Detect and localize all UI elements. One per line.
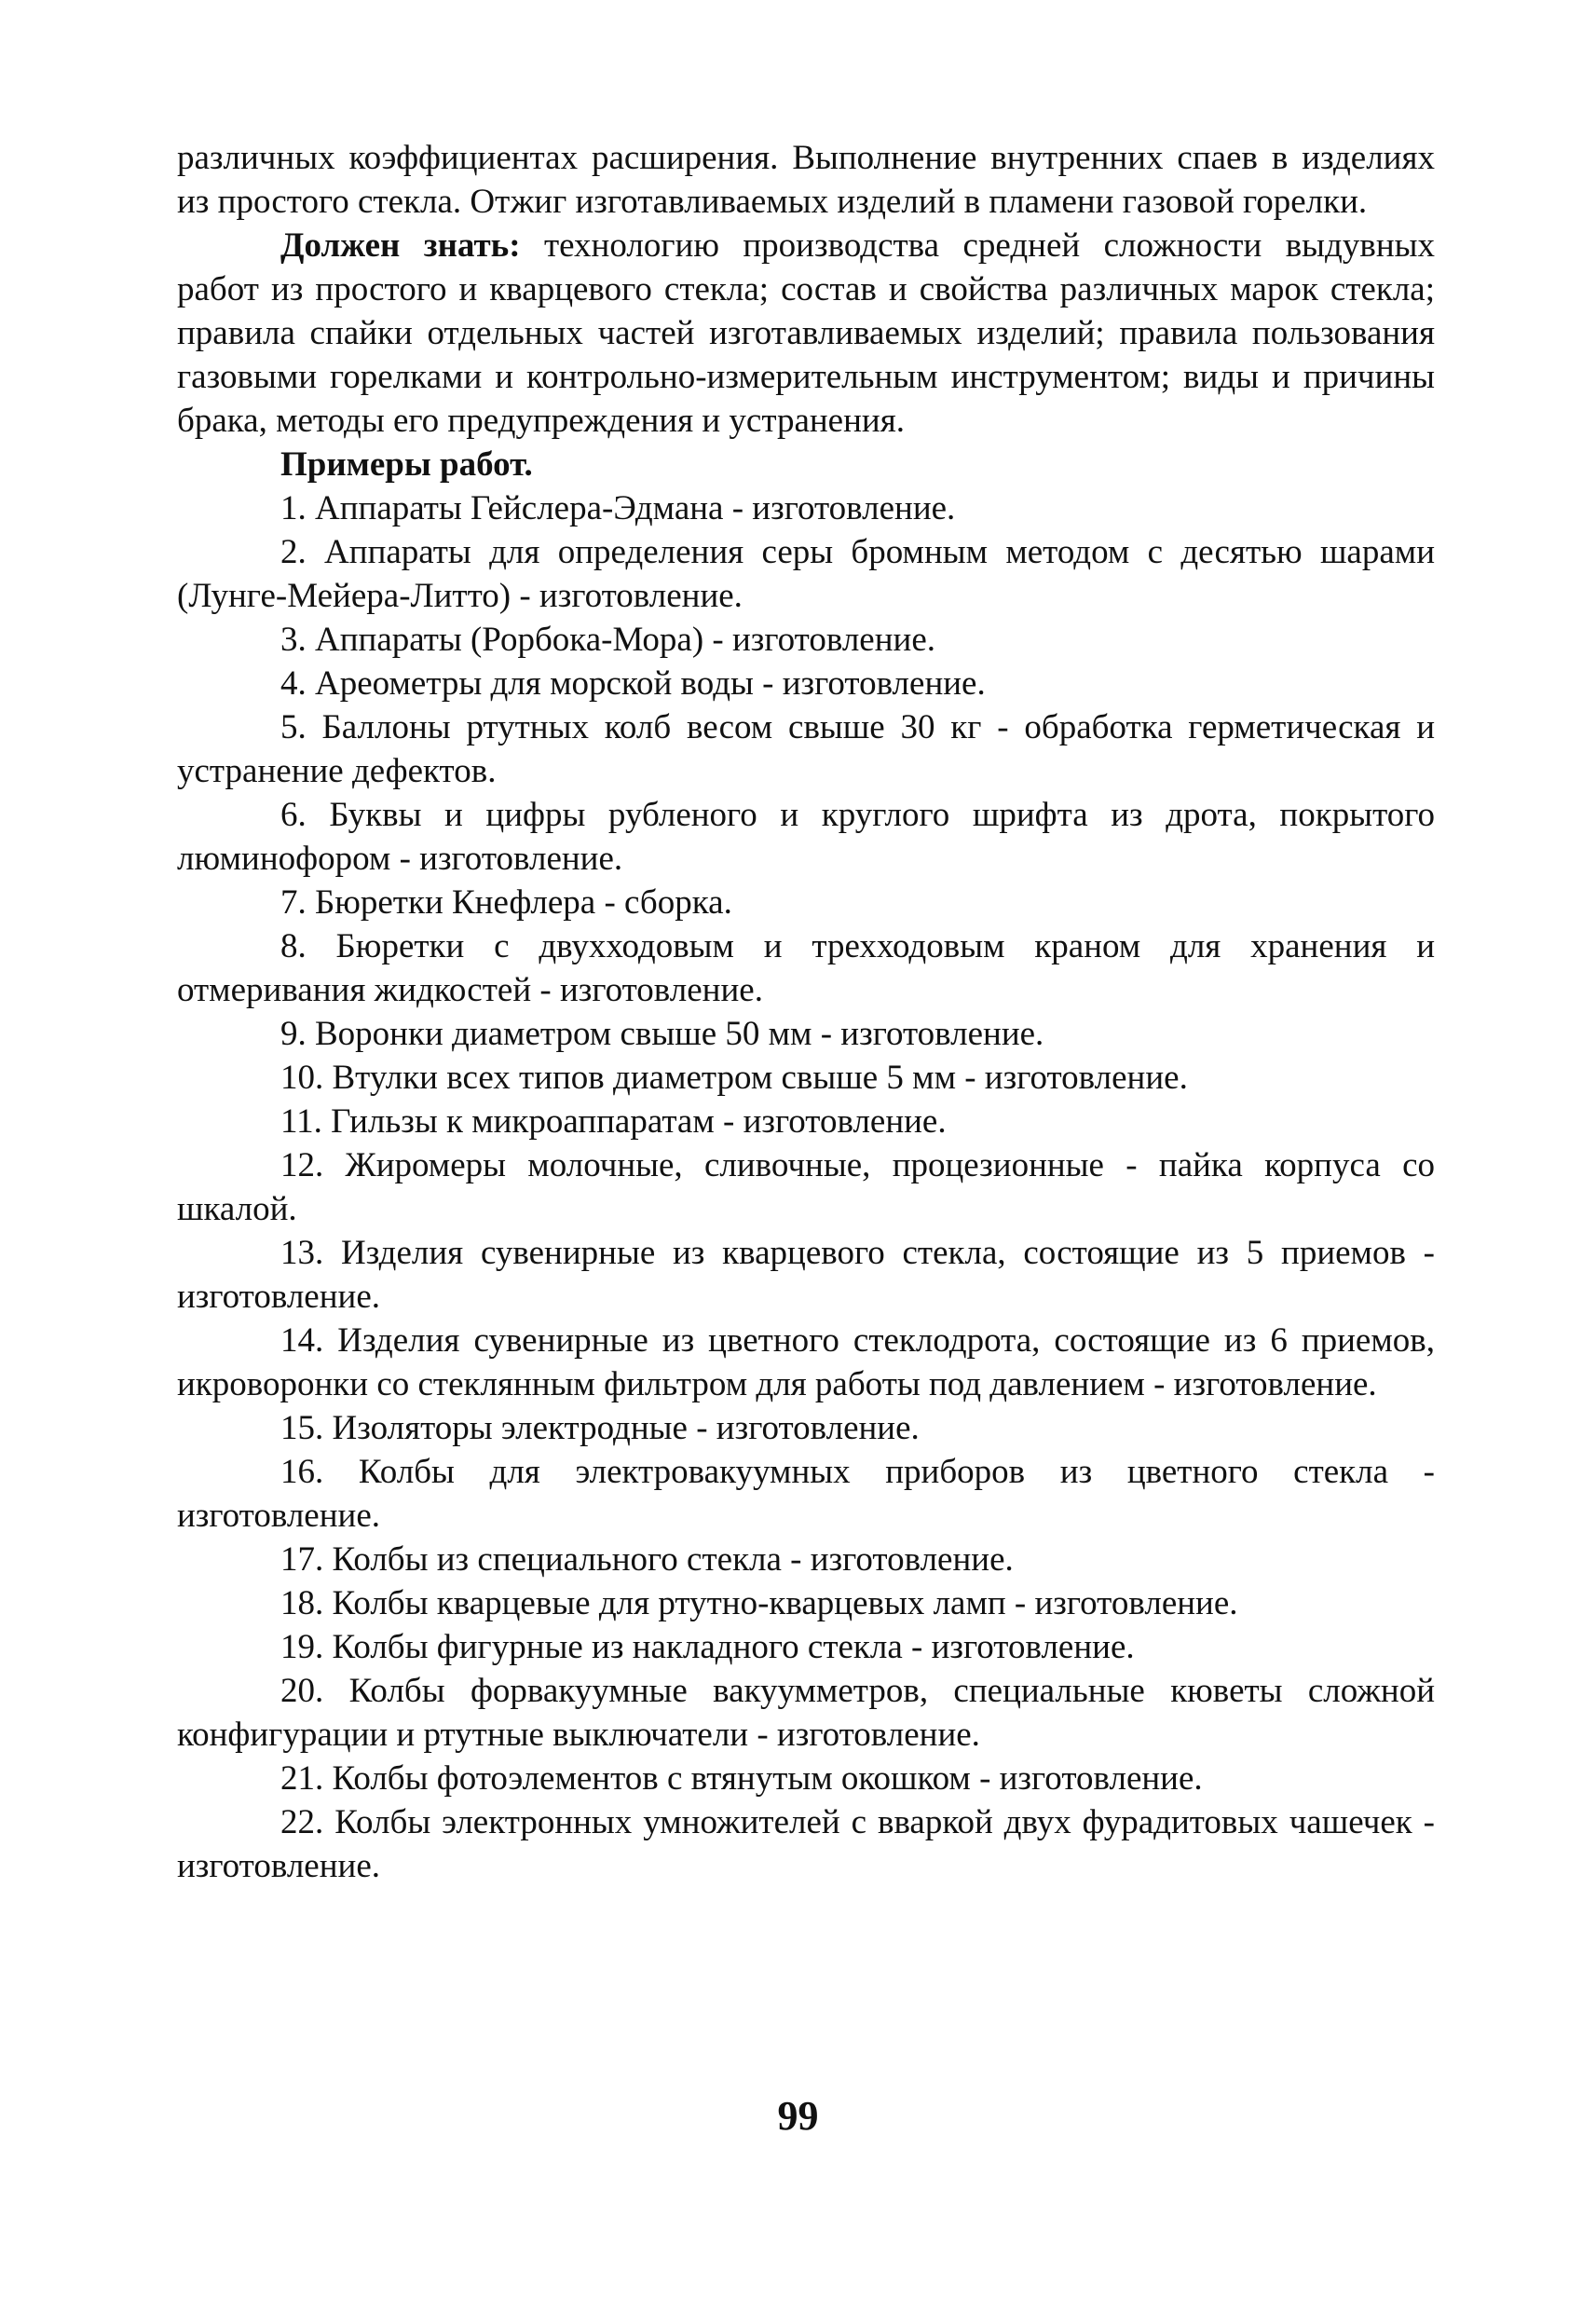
list-item: 15. Изоляторы электродные - изготовление. [280, 1409, 920, 1447]
list-item: 3. Аппараты (Рорбока-Мора) - изготовление. [280, 621, 935, 659]
list-item: 6. Буквы и цифры рубленого и круглого шрифта из дрота, покрытого люминофором - изготовление. [177, 796, 1435, 878]
knowledge-paragraph [177, 224, 1435, 443]
list-item: 2. Аппараты для определения серы бромным методом с десятью шарами (Лунге-Мейера-Литто) - изготовление. [177, 533, 1435, 615]
list-item: 20. Колбы форвакуумные вакуумметров, специальные кюветы сложной конфигурации и ртутные выключатели - изготовление. [177, 1672, 1435, 1754]
list-item: 5. Баллоны ртутных колб весом свыше 30 кг - обработка герметическая и устранение дефектов. [177, 708, 1435, 790]
list-item: 21. Колбы фотоэлементов с втянутым окошком - изготовление. [280, 1759, 1203, 1798]
list-item: 12. Жиромеры молочные, сливочные, процезионные - пайка корпуса со шкалой. [177, 1146, 1435, 1228]
list-item: 14. Изделия сувенирные из цветного стеклодрота, состоящие из 6 приемов, икроворонки со стеклянным фильтром для работы под давлением - изготовление. [177, 1321, 1435, 1403]
list-item: 9. Воронки диаметром свыше 50 мм - изготовление. [280, 1015, 1044, 1053]
list-item: 4. Ареометры для морской воды - изготовление. [280, 664, 986, 703]
list-item: 16. Колбы для электровакуумных приборов из цветного стекла - изготовление. [177, 1453, 1435, 1535]
list-item: 11. Гильзы к микроаппаратам - изготовление. [280, 1102, 947, 1141]
list-item: 19. Колбы фигурные из накладного стекла - изготовление. [280, 1628, 1135, 1666]
knowledge-text: технологию производства средней сложности выдувных работ из простого и кварцевого стекла; состав и свойства различных марок стекла; правила спайки отдельных частей изготавливаемых изделий; правила пользования газовыми горелками и контрольно-измерительным инструментом; виды и причины брака, методы его предупреждения и устранения. [177, 226, 1435, 440]
body-text [177, 136, 1435, 1888]
list-item: 10. Втулки всех типов диаметром свыше 5 мм - изготовление. [280, 1059, 1188, 1097]
intro-paragraph: различных коэффициентах расширения. Выполнение внутренних спаев в изделиях из простого стекла. Отжиг изготавливаемых изделий в пламени газовой горелки. [177, 139, 1435, 221]
knowledge-label: Должен знать: [280, 226, 521, 265]
list-item: 7. Бюретки Кнефлера - сборка. [280, 883, 732, 922]
examples-list [177, 486, 1435, 1888]
list-item: 1. Аппараты Гейслера-Эдмана - изготовление. [280, 489, 956, 527]
page-number: 99 [777, 2093, 819, 2139]
list-item: 18. Колбы кварцевые для ртутно-кварцевых ламп - изготовление. [280, 1584, 1238, 1622]
list-item: 8. Бюретки с двухходовым и трехходовым краном для хранения и отмеривания жидкостей - изготовление. [177, 927, 1435, 1009]
list-item: 22. Колбы электронных умножителей с вваркой двух фурадитовых чашечек - изготовление. [177, 1803, 1435, 1885]
list-item: 17. Колбы из специального стекла - изготовление. [280, 1540, 1014, 1579]
examples-heading: Примеры работ. [280, 445, 533, 484]
list-item: 13. Изделия сувенирные из кварцевого стекла, состоящие из 5 приемов - изготовление. [177, 1234, 1435, 1316]
